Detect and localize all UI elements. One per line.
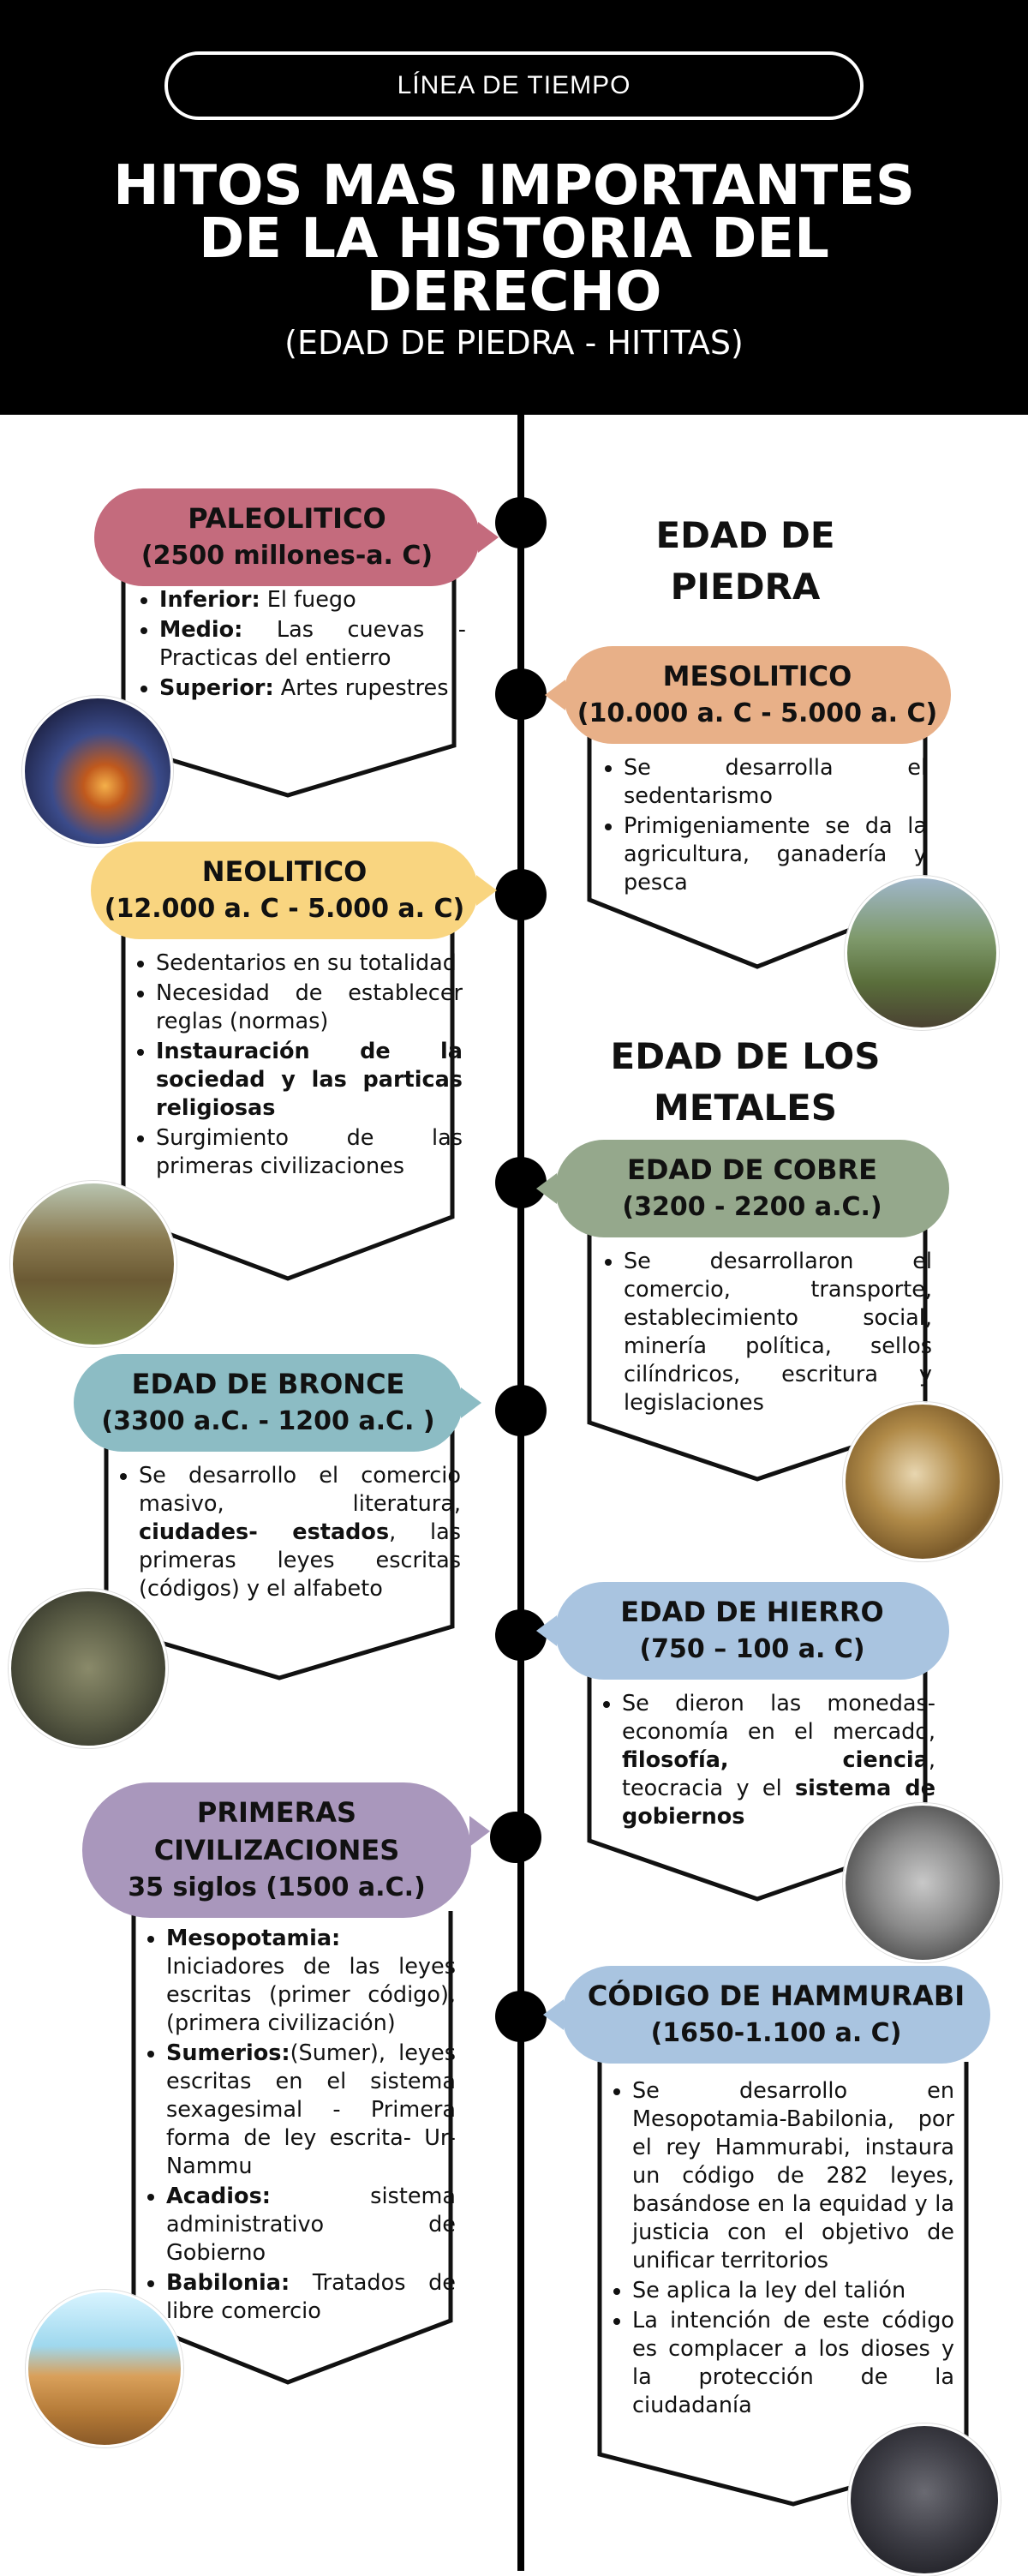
- header-banner: [0, 0, 1028, 415]
- babylon-city-image: [26, 2290, 183, 2447]
- list-item: • Primigeniamente se da la agricultura, ganadería y pesca: [624, 812, 927, 897]
- era-heading-stone: EDAD DE PIEDRA: [655, 514, 835, 608]
- list-item: • Acadios: sistema administrativo de Gobierno: [166, 2183, 456, 2267]
- neolithic-village-image: [10, 1181, 176, 1347]
- list-item: • Se desarrollaron el comercio, transporte, establecimiento social, minería política, sellos cilíndricos, escritura y legislaciones: [624, 1248, 932, 1417]
- list-cobre: [601, 1248, 932, 1419]
- bubble-cobre: EDAD DE COBRE (3200 - 2200 a.C.): [555, 1140, 949, 1237]
- prehistoric-campfire-image: [22, 696, 173, 847]
- timeline-axis: [517, 415, 524, 2571]
- list-item: • Inferior: El fuego: [159, 586, 466, 614]
- bubble-neolitico: NEOLITICO (12.000 a. C - 5.000 a. C): [91, 842, 478, 939]
- bubble-pointer: [543, 1999, 564, 2030]
- list-item: • Sedentarios en su totalidad: [156, 950, 463, 978]
- list-item: • Sumerios:(Sumer), leyes escritas en el sistema sexagesimal - Primera forma de ley escrita- Ur-Nammu: [166, 2040, 456, 2181]
- page-title: HITOS MAS IMPORTANTES DE LA HISTORIA DEL DERECHO: [113, 154, 915, 324]
- mesolithic-settlement-image: [845, 876, 999, 1030]
- bubble-civilizaciones: PRIMERAS CIVILIZACIONES 35 siglos (1500 a.C.): [82, 1782, 471, 1918]
- list-item: • Surgimiento de las primeras civilizaciones: [156, 1124, 463, 1181]
- list-paleolitico: [137, 586, 466, 704]
- list-neolitico: [134, 950, 463, 1183]
- timeline-label: LÍNEA DE TIEMPO: [164, 51, 864, 120]
- bubble-pointer: [536, 1173, 557, 1204]
- list-item: • Se desarrollo en Mesopotamia-Babilonia, por el rey Hammurabi, instaura un código de 282 leyes, basándose en la equidad y la justicia con el objetivo de unificar territorios: [632, 2077, 954, 2275]
- list-mesolitico: [601, 754, 927, 899]
- bubble-bronce: EDAD DE BRONCE (3300 a.C. - 1200 a.C. ): [74, 1354, 463, 1452]
- page-subtitle: (EDAD DE PIEDRA - HITITAS): [284, 324, 744, 362]
- list-item: • La intención de este código es complacer a los dioses y la protección de la ciudadanía: [632, 2307, 954, 2420]
- bubble-hammurabi: CÓDIGO DE HAMMURABI (1650-1.100 a. C): [562, 1966, 990, 2064]
- hammurabi-stele-image: [848, 2423, 1001, 2576]
- list-item: • Necesidad de establecer reglas (normas): [156, 979, 463, 1036]
- bubble-pointer: [478, 522, 499, 553]
- list-hammurabi: [610, 2077, 954, 2422]
- bubble-mesolitico: MESOLITICO (10.000 a. C - 5.000 a. C): [564, 646, 951, 744]
- list-civilizaciones: [144, 1925, 456, 2327]
- bubble-hierro: EDAD DE HIERRO (750 – 100 a. C): [555, 1582, 949, 1680]
- iron-age-coins-image: [843, 1803, 1002, 1962]
- list-item: • Medio: Las cuevas - Practicas del entierro: [159, 616, 466, 673]
- bubble-pointer: [461, 1387, 481, 1418]
- era-heading-metals: EDAD DE LOS METALES: [610, 1035, 881, 1129]
- bronze-artifacts-image: [9, 1589, 168, 1748]
- list-item: • Se desarrollo el comercio masivo, literatura, ciudades- estados, las primeras leyes escritas (códigos) y el alfabeto: [139, 1462, 461, 1603]
- list-item: • Se desarrolla el sedentarismo: [624, 754, 927, 811]
- list-item: • Se dieron las monedas- economía en el mercado, filosofía, ciencia, teocracia y el sistema de gobiernos: [622, 1690, 935, 1831]
- list-item: • Instauración de la sociedad y las particas religiosas: [156, 1038, 463, 1123]
- bubble-pointer: [476, 875, 497, 906]
- bubble-pointer: [545, 680, 565, 710]
- bubble-pointer: [536, 1615, 557, 1646]
- list-bronce: [117, 1462, 461, 1605]
- list-item: • Se aplica la ley del talión: [632, 2277, 954, 2305]
- bubble-pointer: [469, 1816, 490, 1847]
- bubble-paleolitico: PALEOLITICO (2500 millones-a. C): [94, 488, 480, 586]
- list-item: • Superior: Artes rupestres: [159, 674, 466, 703]
- list-item: • Mesopotamia: Iniciadores de las leyes escritas (primer código), (primera civilización): [166, 1925, 456, 2038]
- list-item: • Babilonia: Tratados de libre comercio: [166, 2269, 456, 2326]
- copper-tools-image: [843, 1402, 1002, 1561]
- card-civilizaciones: [82, 1782, 505, 2391]
